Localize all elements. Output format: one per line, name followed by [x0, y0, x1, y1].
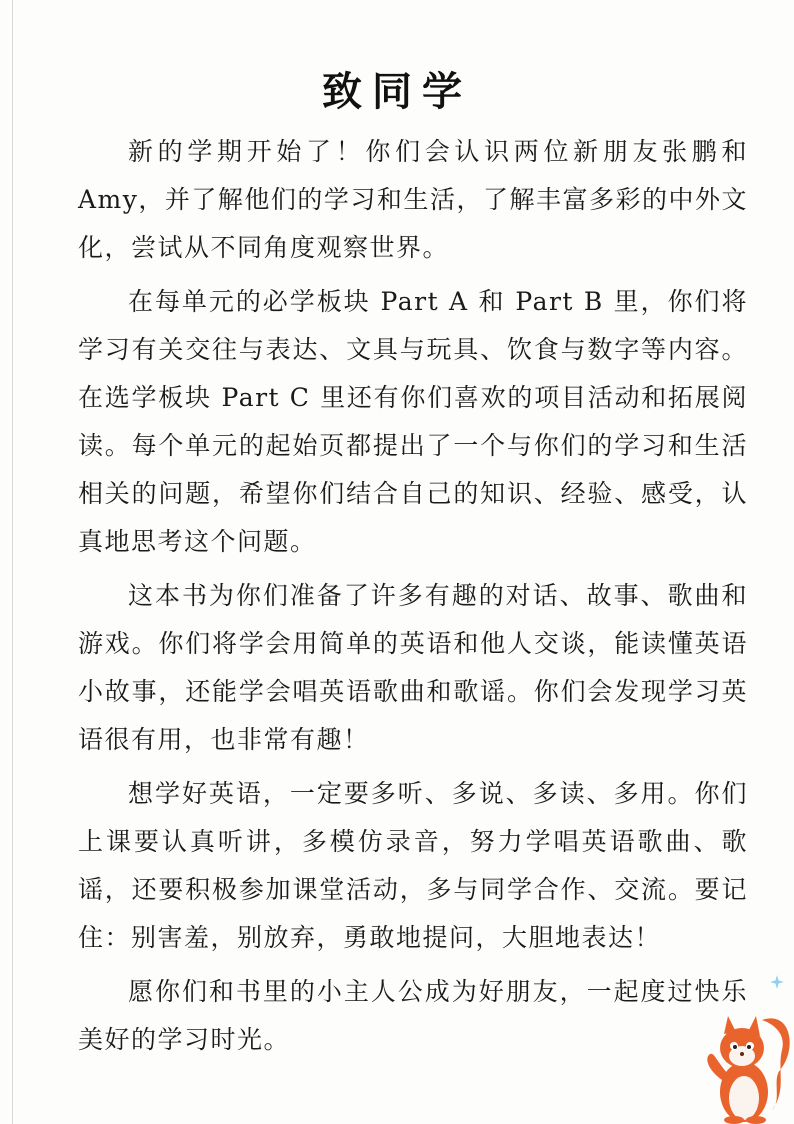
- letter-body: [78, 128, 748, 1070]
- sparkle-icon: [770, 975, 784, 989]
- paragraph-study-advice: 想学好英语，一定要多听、多说、多读、多用。你们上课要认真听讲，多模仿录音，努力学唱英语歌曲、歌谣，还要积极参加课堂活动，多与同学合作、交流。要记住：别害羞，别放弃，勇敢地提问，大胆地表达！: [78, 779, 748, 952]
- squirrel-mascot-icon: [702, 1010, 794, 1124]
- paragraph-units: 在每单元的必学板块 Part A 和 Part B 里，你们将学习有关交往与表达、文具与玩具、饮食与数字等内容。在选学板块 Part C 里还有你们喜欢的项目活动和拓展阅读。每个单元的起始页都提出了一个与你们的学习和生活相关的问题，希望你们结合自己的知识、经验、感受，认真地思考这个问题。: [78, 287, 748, 556]
- page-edge-line: [12, 0, 13, 1124]
- paragraph-intro: 新的学期开始了！你们会认识两位新朋友张鹏和Amy，并了解他们的学习和生活，了解丰富多彩的中外文化，尝试从不同角度观察世界。: [78, 137, 748, 262]
- paragraph-closing: 愿你们和书里的小主人公成为好朋友，一起度过快乐美好的学习时光。: [78, 977, 748, 1054]
- paragraph-book-content: 这本书为你们准备了许多有趣的对话、故事、歌曲和游戏。你们将学会用简单的英语和他人交谈，能读懂英语小故事，还能学会唱英语歌曲和歌谣。你们会发现学习英语很有用，也非常有趣！: [78, 581, 748, 754]
- page-title: 致同学: [322, 68, 472, 115]
